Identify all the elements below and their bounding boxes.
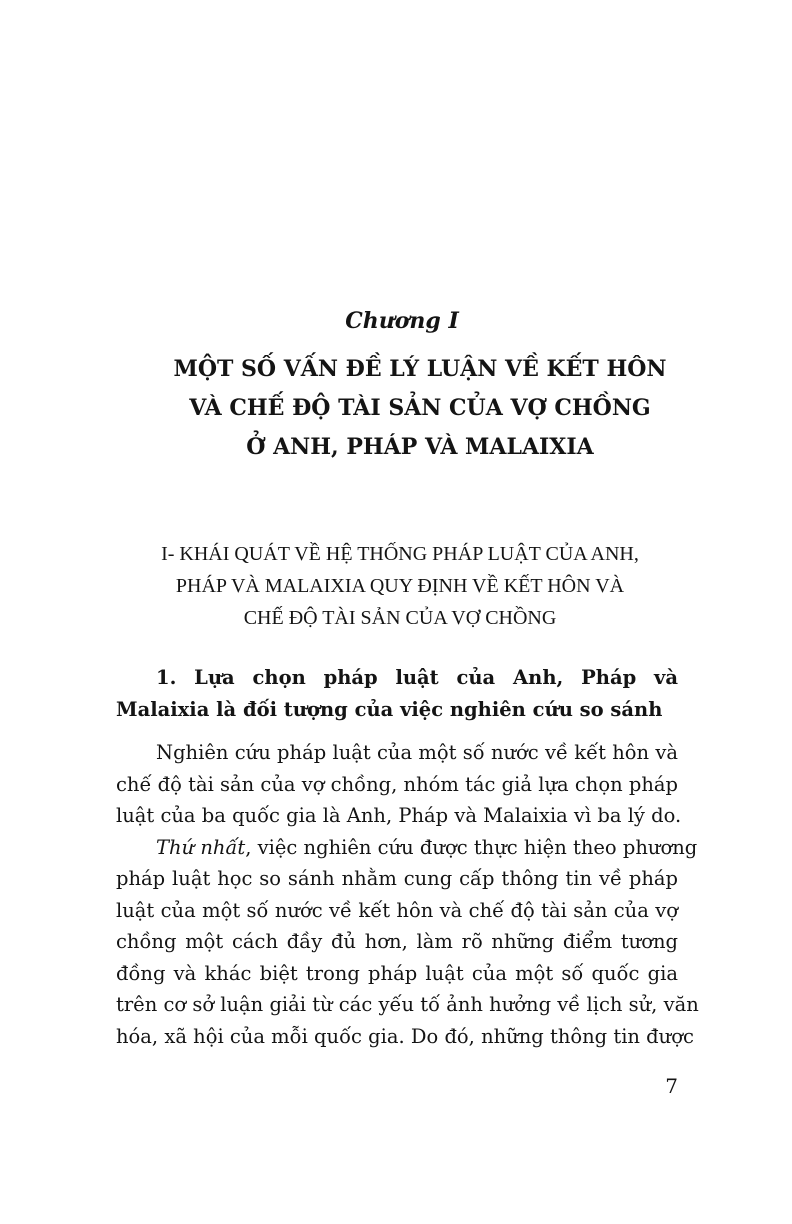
body-text [116,737,699,1052]
chapter-title-line: VÀ CHẾ ĐỘ TÀI SẢN CỦA VỢ CHỒNG [189,395,651,421]
paragraph-line [116,832,698,864]
paragraph-line: luật của một số nước về kết hôn và chế độ tài sản của vợ [116,898,678,922]
page-number: 7 [665,1074,678,1098]
section-heading-line: I- KHÁI QUÁT VỀ HỆ THỐNG PHÁP LUẬT CỦA ANH, [161,543,639,565]
paragraph-line: Nghiên cứu pháp luật của một số nước về kết hôn và [156,741,678,764]
section-heading-line: PHÁP VÀ MALAIXIA QUY ĐỊNH VỀ KẾT HÔN VÀ [175,575,625,597]
paragraph-line: chế độ tài sản của vợ chồng, nhóm tác giả lựa chọn pháp [116,772,678,796]
paragraph-line: chồng một cách đầy đủ hơn, làm rõ những điểm tương [116,930,678,953]
chapter-label: Chương I [345,308,459,334]
paragraph-line: hóa, xã hội của mỗi quốc gia. Do đó, những thông tin được [116,1024,694,1048]
section-heading [100,538,700,634]
subsection-heading-line: Malaixia là đối tượng của việc nghiên cứu so sánh [116,698,663,721]
paragraph-line: trên cơ sở luận giải từ các yếu tố ảnh hưởng về lịch sử, văn [116,993,699,1016]
chapter-title-line: MỘT SỐ VẤN ĐỀ LÝ LUẬN VỀ KẾT HÔN [173,356,667,382]
paragraph-line: luật của ba quốc gia là Anh, Pháp và Malaixia vì ba lý do. [116,804,682,827]
paragraph-text: , việc nghiên cứu được thực hiện theo phương [245,835,698,859]
emphasis-text: Thứ nhất [156,835,246,859]
chapter-title-line: Ở ANH, PHÁP VÀ MALAIXIA [246,434,594,460]
subsection-heading [116,662,678,726]
subsection-heading-line: 1. Lựa chọn pháp luật của Anh, Pháp và [156,666,678,689]
paragraph-line: đồng và khác biệt trong pháp luật của một số quốc gia [116,961,678,985]
paragraph-line: pháp luật học so sánh nhằm cung cấp thông tin về pháp [116,867,678,890]
chapter-title [140,350,700,467]
section-heading-line: CHẾ ĐỘ TÀI SẢN CỦA VỢ CHỒNG [243,607,557,629]
